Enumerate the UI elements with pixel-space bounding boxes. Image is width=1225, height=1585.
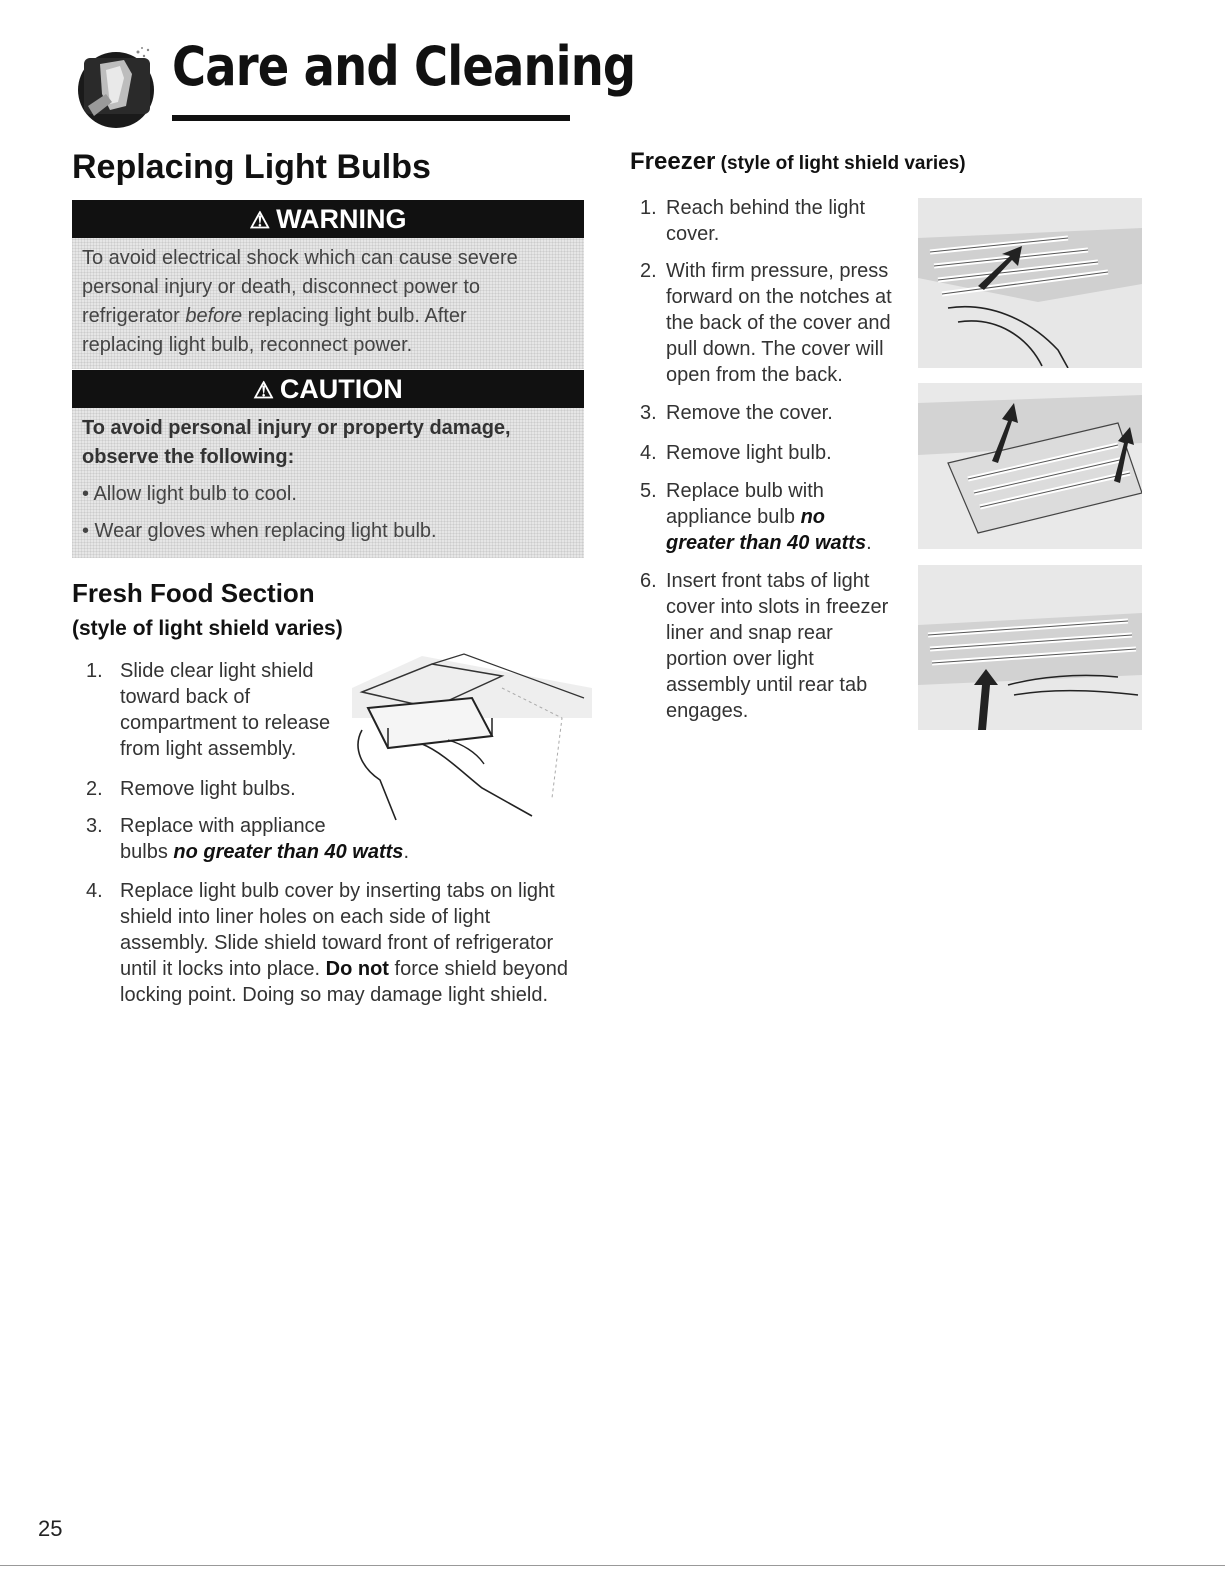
- list-item: 3. Replace with appliance bulbs no greater than 40 watts.: [86, 815, 409, 863]
- list-item: 5. Replace bulb with appliance bulb no greater than 40 watts.: [640, 480, 872, 554]
- caution-item: • Allow light bulb to cool.: [82, 483, 297, 505]
- warning-text: [72, 238, 584, 369]
- warning-title: WARNING: [276, 204, 407, 234]
- warning-header: [72, 200, 584, 238]
- freezer-light-cover-pull-illustration: [918, 198, 1142, 368]
- caution-header: [72, 370, 584, 408]
- caution-title: CAUTION: [279, 374, 403, 404]
- warning-box: [72, 200, 584, 369]
- caution-triangle-icon: ⚠: [253, 377, 274, 403]
- list-item: 2. Remove light bulbs.: [86, 778, 296, 800]
- list-item: 1. Reach behind the light cover.: [640, 197, 866, 245]
- list-item: 4. Replace light bulb cover by inserting tabs on light shield into liner holes on each side of light assembly. Slide shield toward front of refrigerator until it locks into place. Do not force shield beyond locking point. Doing so may damage light shield.: [86, 880, 568, 1006]
- page-number: 25: [38, 1516, 63, 1541]
- section-heading-replacing-light-bulbs: Replacing Light Bulbs: [72, 148, 431, 186]
- warning-line: refrigerator before replacing light bulb. After: [82, 305, 467, 327]
- caution-item: • Wear gloves when replacing light bulb.: [82, 520, 437, 542]
- list-item: 4. Remove light bulb.: [640, 442, 832, 464]
- list-item: 2. With firm pressure, press forward on the notches at the back of the cover and pull down. The cover will open from the back.: [640, 260, 892, 386]
- page-title: Care and Cleaning: [172, 35, 636, 98]
- care-cleaning-icon: [76, 44, 156, 130]
- fresh-food-subheading: (style of light shield varies): [72, 617, 343, 640]
- warning-line: To avoid electrical shock which can cause severe: [82, 247, 518, 269]
- list-item: 1. Slide clear light shield toward back of compartment to release from light assembly.: [86, 660, 331, 760]
- list-item: 3. Remove the cover.: [640, 402, 833, 424]
- list-item: 6. Insert front tabs of light cover into slots in freezer liner and snap rear portion over light assembly until rear tab engages.: [640, 570, 889, 722]
- warning-line: replacing light bulb, reconnect power.: [82, 334, 413, 356]
- fresh-food-light-shield-illustration: [352, 648, 592, 824]
- page-bottom-rule: [0, 1565, 1225, 1566]
- title-underline: [172, 115, 570, 121]
- caution-lead: observe the following:: [82, 446, 295, 468]
- freezer-light-cover-open-illustration: [918, 383, 1142, 549]
- warning-triangle-icon: ⚠: [249, 207, 271, 233]
- warning-line: personal injury or death, disconnect power to: [82, 276, 481, 298]
- caution-text: [72, 408, 584, 558]
- freezer-heading: Freezer (style of light shield varies): [630, 148, 966, 175]
- fresh-food-heading: Fresh Food Section: [72, 578, 315, 608]
- caution-lead: To avoid personal injury or property damage,: [82, 417, 511, 439]
- freezer-light-cover-install-illustration: [918, 565, 1142, 730]
- caution-box: [72, 370, 584, 558]
